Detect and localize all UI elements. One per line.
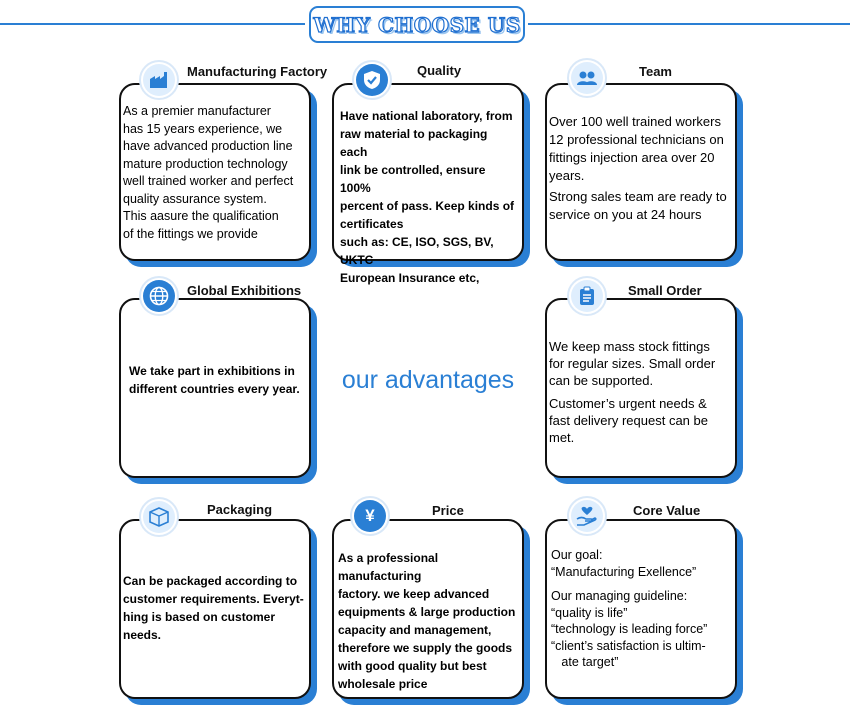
card-line: such as: CE, ISO, SGS, BV, UKTC [340, 235, 494, 267]
card-global-exhibitions [119, 298, 311, 478]
yen-symbol: ¥ [354, 500, 386, 532]
card-line: We take part in exhibitions in [129, 364, 295, 378]
card-title-price: Price [432, 503, 464, 518]
card-line: fast delivery request can be [549, 413, 708, 428]
card-line: As a professional manufacturing [338, 551, 439, 583]
card-title-quality: Quality [417, 63, 462, 78]
card-line: “Manufacturing Exellence” [551, 564, 697, 579]
page-title: WHY CHOOSE US [313, 12, 521, 37]
card-title-manufacturing: Manufacturing Factory [187, 64, 328, 79]
card-title-small-order: Small Order [628, 283, 702, 298]
card-line: “technology is leading force” [551, 622, 708, 636]
card-line: ate target” [551, 655, 619, 669]
card-body [123, 572, 305, 644]
card-small-order [545, 298, 737, 478]
card-line: can be supported. [549, 373, 654, 388]
card-line: service on you at 24 hours [549, 207, 702, 222]
card-line: equipments & large production [338, 605, 516, 619]
card-line: therefore we supply the goods [338, 641, 513, 655]
card-line: well trained worker and perfect [123, 174, 294, 188]
card-line: This aasure the qualification [123, 209, 279, 223]
card-line: customer requirements. Everyt- [123, 592, 304, 606]
card-title-team: Team [639, 64, 672, 79]
advantages-heading: our advantages [341, 366, 515, 394]
card-body [340, 107, 518, 287]
card-body [549, 113, 731, 224]
card-line: Our managing guideline: [551, 589, 688, 603]
card-line: percent of pass. Keep kinds of [340, 199, 515, 213]
card-body [549, 338, 731, 446]
card-line: European Insurance etc, [340, 271, 480, 285]
card-manufacturing-factory [119, 83, 311, 261]
header-rule-right [528, 23, 850, 25]
card-line: raw material to packaging each [340, 127, 488, 159]
factory-icon [139, 60, 179, 100]
card-line: met. [549, 430, 575, 445]
card-line: certificates [340, 217, 404, 231]
card-body [123, 103, 305, 243]
box-icon [139, 497, 179, 537]
card-title-exhibitions: Global Exhibitions [187, 283, 302, 298]
card-price [332, 519, 524, 699]
card-line: has 15 years experience, we [123, 121, 283, 136]
yen-icon [350, 496, 390, 536]
card-line: quality assurance system. [123, 191, 267, 206]
card-line: mature production technology [123, 156, 288, 171]
card-line: years. [549, 168, 585, 183]
card-line: As a premier manufacturer [123, 104, 271, 118]
card-line: fittings injection area over 20 [549, 150, 715, 165]
globe-icon [139, 276, 179, 316]
card-line: of the fittings we provide [123, 226, 258, 241]
card-body [338, 549, 518, 693]
card-line: factory. we keep advanced [338, 587, 490, 601]
card-line: “client’s satisfaction is ultim- [551, 638, 706, 653]
header-banner [309, 6, 525, 43]
card-line: Over 100 well trained workers [549, 114, 721, 129]
card-line: 12 professional technicians on [549, 132, 724, 147]
card-title-core-value: Core Value [633, 503, 701, 518]
card-line: have advanced production line [123, 139, 293, 153]
card-line: wholesale price [338, 677, 428, 691]
shield-check-icon [352, 60, 392, 100]
card-body [129, 362, 305, 398]
card-line: link be controlled, ensure 100% [340, 163, 486, 195]
card-line: “quality is life” [551, 605, 628, 620]
header-rule-left [0, 23, 305, 25]
team-icon [567, 58, 607, 98]
hand-heart-icon [567, 496, 607, 536]
card-line: Customer’s urgent needs & [549, 396, 707, 411]
card-core-value [545, 519, 737, 699]
card-line: We keep mass stock fittings [549, 339, 710, 354]
card-team [545, 83, 737, 261]
card-line: Can be packaged according to [123, 574, 298, 588]
card-line: different countries every year. [129, 382, 300, 396]
card-line: Strong sales team are ready to [549, 189, 727, 204]
card-line: capacity and management, [338, 623, 492, 637]
clipboard-icon [567, 276, 607, 316]
card-line: with good quality but best [338, 659, 487, 673]
card-line: for regular sizes. Small order [549, 356, 716, 371]
card-packaging [119, 519, 311, 699]
card-line: Have national laboratory, from [340, 109, 513, 123]
card-title-packaging: Packaging [207, 502, 273, 517]
card-line: hing is based on customer needs. [123, 610, 276, 642]
card-body [551, 547, 731, 671]
card-quality [332, 83, 524, 285]
card-line: Our goal: [551, 548, 603, 562]
